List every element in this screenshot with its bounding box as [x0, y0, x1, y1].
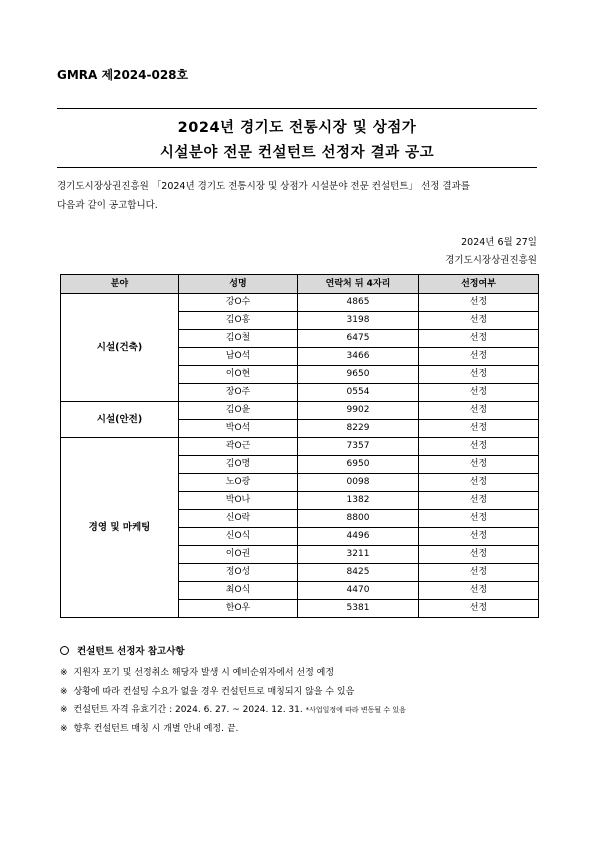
- name-cell: 김O윤: [179, 402, 298, 420]
- note-text: 상황에 따라 컨설팅 수요가 없을 경우 컨설턴트로 매칭되지 않을 수 있음: [73, 686, 355, 697]
- name-cell: 박O나: [179, 492, 298, 510]
- body-line-1: 경기도시장상권진흥원 「2024년 경기도 전통시장 및 상점가 시설분야 전문 컨설턴트」 선정 결과를: [57, 181, 470, 192]
- reference-mark-icon: ※: [60, 668, 68, 678]
- note-text: 지원자 포기 및 선정취소 해당자 발생 시 예비순위자에서 선정 예정: [73, 668, 335, 678]
- table-body: [61, 294, 539, 618]
- name-cell: 노O광: [179, 474, 298, 492]
- table-header-row: [61, 275, 539, 294]
- name-cell: 이O권: [179, 546, 298, 564]
- status-cell: 선정: [419, 294, 539, 312]
- name-cell: 신O락: [179, 510, 298, 528]
- name-cell: 남O석: [179, 348, 298, 366]
- name-cell: 최O식: [179, 582, 298, 600]
- name-cell: 곽O근: [179, 438, 298, 456]
- status-cell: 선정: [419, 510, 539, 528]
- note-item: [60, 664, 406, 683]
- phone-cell: 6950: [298, 456, 419, 474]
- reference-mark-icon: ※: [60, 723, 68, 734]
- status-cell: 선정: [419, 366, 539, 384]
- name-cell: 박O석: [179, 420, 298, 438]
- announcement-date: 2024년 6월 27일: [461, 237, 537, 248]
- phone-cell: 7357: [298, 438, 419, 456]
- phone-cell: 3466: [298, 348, 419, 366]
- reference-mark-icon: ※: [60, 705, 68, 715]
- note-item: [60, 701, 406, 720]
- name-cell: 장O주: [179, 384, 298, 402]
- phone-cell: 6475: [298, 330, 419, 348]
- issuer-name: 경기도시장상권진흥원: [445, 255, 537, 266]
- phone-cell: 8800: [298, 510, 419, 528]
- title-line-1: 2024년 경기도 전통시장 및 상점가: [177, 120, 417, 136]
- circle-bullet-icon: [60, 646, 69, 655]
- name-cell: 한O우: [179, 600, 298, 618]
- announcement-body: [57, 177, 542, 215]
- status-cell: 선정: [419, 600, 539, 618]
- reference-mark-icon: ※: [60, 686, 68, 697]
- status-cell: 선정: [419, 564, 539, 582]
- name-cell: 김O명: [179, 456, 298, 474]
- phone-cell: 8229: [298, 420, 419, 438]
- phone-cell: 3198: [298, 312, 419, 330]
- phone-cell: 4470: [298, 582, 419, 600]
- field-cell: 경영 및 마케팅: [61, 438, 179, 618]
- notes-title: 컨설턴트 선정자 참고사항: [77, 646, 185, 657]
- note-footnote: *사업일정에 따라 변동될 수 있음: [305, 706, 406, 714]
- phone-cell: 1382: [298, 492, 419, 510]
- status-cell: 선정: [419, 474, 539, 492]
- status-cell: 선정: [419, 384, 539, 402]
- phone-cell: 0554: [298, 384, 419, 402]
- note-item: [60, 683, 406, 702]
- phone-cell: 9902: [298, 402, 419, 420]
- name-cell: 정O성: [179, 564, 298, 582]
- status-cell: 선정: [419, 348, 539, 366]
- phone-cell: 4496: [298, 528, 419, 546]
- status-cell: 선정: [419, 456, 539, 474]
- table-row: [61, 438, 539, 456]
- status-cell: 선정: [419, 546, 539, 564]
- status-cell: 선정: [419, 312, 539, 330]
- status-cell: 선정: [419, 330, 539, 348]
- header-status: 선정여부: [419, 275, 539, 294]
- status-cell: 선정: [419, 438, 539, 456]
- phone-cell: 0098: [298, 474, 419, 492]
- top-rule: [57, 108, 537, 109]
- name-cell: 김O홍: [179, 312, 298, 330]
- notes-heading: [60, 643, 185, 657]
- note-text: 컨설턴트 자격 유효기간 : 2024. 6. 27. ~ 2024. 12. 31.: [73, 705, 306, 715]
- header-name: 성명: [179, 275, 298, 294]
- phone-cell: 4865: [298, 294, 419, 312]
- status-cell: 선정: [419, 528, 539, 546]
- table-row: [61, 402, 539, 420]
- header-phone: 연락처 뒤 4자리: [298, 275, 419, 294]
- status-cell: 선정: [419, 402, 539, 420]
- document-number: GMRA 제2024-028호: [57, 68, 189, 82]
- bottom-rule: [57, 167, 537, 168]
- phone-cell: 8425: [298, 564, 419, 582]
- field-cell: 시설(안전): [61, 402, 179, 438]
- note-item: [60, 720, 406, 739]
- name-cell: 이O현: [179, 366, 298, 384]
- selection-results-table: [60, 274, 539, 618]
- name-cell: 김O철: [179, 330, 298, 348]
- phone-cell: 5381: [298, 600, 419, 618]
- body-line-2: 다음과 같이 공고합니다.: [57, 200, 158, 211]
- name-cell: 신O식: [179, 528, 298, 546]
- table-row: [61, 294, 539, 312]
- status-cell: 선정: [419, 420, 539, 438]
- note-text: 향후 컨설턴트 매칭 시 개별 안내 예정. 끝.: [73, 723, 239, 734]
- phone-cell: 3211: [298, 546, 419, 564]
- title-line-2: 시설분야 전문 컨설턴트 선정자 결과 공고: [159, 145, 435, 161]
- header-field: 분야: [61, 275, 179, 294]
- notes-list: [60, 664, 406, 738]
- status-cell: 선정: [419, 492, 539, 510]
- field-cell: 시설(건축): [61, 294, 179, 402]
- phone-cell: 9650: [298, 366, 419, 384]
- name-cell: 강O수: [179, 294, 298, 312]
- status-cell: 선정: [419, 582, 539, 600]
